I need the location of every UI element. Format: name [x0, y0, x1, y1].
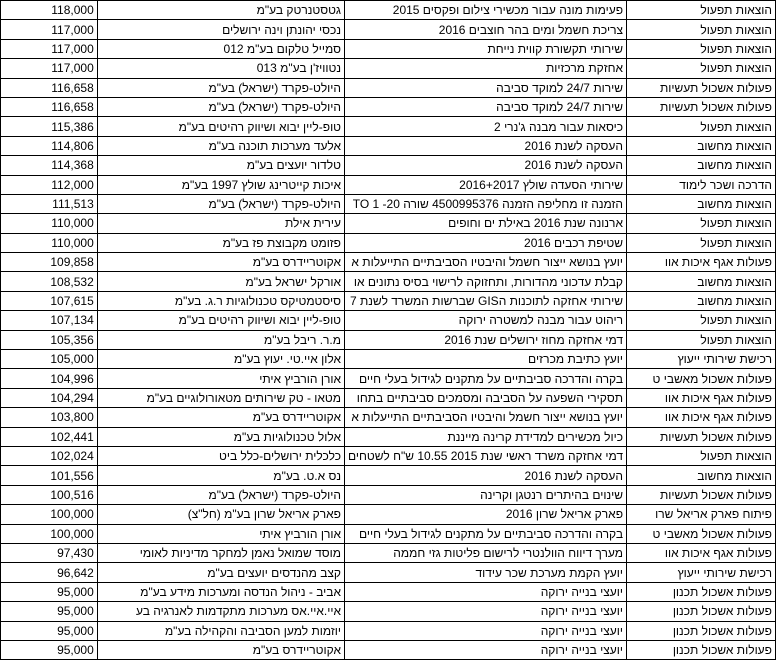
table-row — [1, 505, 776, 524]
amount-cell[interactable]: 117,000 — [1, 20, 98, 39]
vendor-cell[interactable]: סיסטמטיקס טכנולוגיות ר.ג. בע"מ — [97, 291, 344, 310]
category-cell[interactable]: הוצאות מחשוב — [627, 272, 776, 291]
category-cell[interactable]: רכישת שירותי ייעוץ — [627, 563, 776, 582]
amount-cell[interactable]: 114,368 — [1, 156, 98, 175]
vendor-cell[interactable]: איי.איי.אס מערכות מתקדמות לאנרגיה בע — [97, 602, 344, 621]
amount-cell[interactable]: 107,615 — [1, 291, 98, 310]
amount-cell[interactable]: 100,516 — [1, 485, 98, 504]
amount-cell[interactable]: 111,513 — [1, 194, 98, 213]
table-row — [1, 175, 776, 194]
description-cell[interactable]: העסקה לשנת 2016 — [345, 466, 627, 485]
description-cell[interactable]: העסקה לשנת 2016 — [345, 156, 627, 175]
category-cell[interactable]: הוצאות תפעול — [627, 20, 776, 39]
description-cell[interactable]: יועץ בנושא ייצור חשמל והיבטיו הסביבתיים התייעלות א — [345, 253, 627, 272]
vendor-cell[interactable]: אלעד מערכות תוכנה בע"מ — [97, 136, 344, 155]
table-row — [1, 253, 776, 272]
description-cell[interactable]: יועצי בנייה ירוקה — [345, 621, 627, 640]
category-cell[interactable]: רכישת שירותי ייעוץ — [627, 350, 776, 369]
category-cell[interactable]: הוצאות מחשוב — [627, 466, 776, 485]
amount-cell[interactable]: 102,441 — [1, 427, 98, 446]
amount-cell[interactable]: 108,532 — [1, 272, 98, 291]
vendor-cell[interactable]: מטאו - טק שירותים מטאורולוגיים בע"מ — [97, 388, 344, 407]
description-cell[interactable]: אחזקת מרכזיות — [345, 59, 627, 78]
table-row — [1, 427, 776, 446]
table-row — [1, 350, 776, 369]
vendor-cell[interactable]: איכות קייטרינג שולץ 1997 בע"מ — [97, 175, 344, 194]
category-cell[interactable]: הוצאות מחשוב — [627, 291, 776, 310]
vendor-cell[interactable]: כלכלית ירושלים-כלל ביט — [97, 446, 344, 465]
description-cell[interactable]: בקרה והדרכה סביבתיים על מתקנים לגידול בעלי חיים — [345, 369, 627, 388]
category-cell[interactable]: הוצאות מחשוב — [627, 136, 776, 155]
description-cell[interactable]: ארנונה שנת 2016 באילת ים וחופים — [345, 214, 627, 233]
vendor-cell[interactable]: נטוויז'ן בע"מ 013 — [97, 59, 344, 78]
table-row — [1, 20, 776, 39]
description-cell[interactable]: שירותי הסעדה שולץ 2016+2017 — [345, 175, 627, 194]
amount-cell[interactable]: 100,000 — [1, 524, 98, 543]
category-cell[interactable]: פעולות אשכול תעשיות — [627, 427, 776, 446]
amount-cell[interactable]: 95,000 — [1, 621, 98, 640]
amount-cell[interactable]: 117,000 — [1, 39, 98, 58]
category-cell[interactable]: פעולות אשכול תכנון — [627, 640, 776, 659]
vendor-cell[interactable]: היולט-פקרד (ישראל) בע"מ — [97, 97, 344, 116]
description-cell[interactable]: צריכת חשמל ומים בהר חוצבים 2016 — [345, 20, 627, 39]
category-cell[interactable]: הוצאות מחשוב — [627, 156, 776, 175]
description-cell[interactable]: יועץ בנושא ייצור חשמל והיבטיו הסביבתיים התייעלות א — [345, 408, 627, 427]
spreadsheet-body — [1, 1, 776, 660]
table-row — [1, 524, 776, 543]
table-row — [1, 233, 776, 252]
table-row — [1, 156, 776, 175]
vendor-cell[interactable]: סמייל טלקום בע"מ 012 — [97, 39, 344, 58]
table-row — [1, 117, 776, 136]
category-cell[interactable]: הוצאות תפעול — [627, 59, 776, 78]
vendor-cell[interactable]: מ.ר. ריבל בע"מ — [97, 330, 344, 349]
amount-cell[interactable]: 110,000 — [1, 233, 98, 252]
description-cell[interactable]: יועצי בנייה ירוקה — [345, 602, 627, 621]
amount-cell[interactable]: 112,000 — [1, 175, 98, 194]
description-cell[interactable]: ריהוט עבור מבנה למשטרה ירוקה — [345, 311, 627, 330]
vendor-cell[interactable]: פזומט מקבוצת פז בע"מ — [97, 233, 344, 252]
amount-cell[interactable]: 105,000 — [1, 350, 98, 369]
description-cell[interactable]: פארק אריאל שרון 2016 — [345, 505, 627, 524]
amount-cell[interactable]: 114,806 — [1, 136, 98, 155]
amount-cell[interactable]: 101,556 — [1, 466, 98, 485]
vendor-cell[interactable]: אורן הורביץ איתי — [97, 369, 344, 388]
vendor-cell[interactable]: נכסי יהונתן וינה ירושלים — [97, 20, 344, 39]
vendor-cell[interactable]: גטסטנרטק בע"מ — [97, 1, 344, 20]
vendor-cell[interactable]: טלדור יועצים בע"מ — [97, 156, 344, 175]
category-cell[interactable]: פעולות אשכול תכנון — [627, 621, 776, 640]
vendor-cell[interactable]: אקוטריידרס בע"מ — [97, 408, 344, 427]
table-row — [1, 97, 776, 116]
category-cell[interactable]: פעולות אשכול תעשיות — [627, 78, 776, 97]
table-row — [1, 621, 776, 640]
category-cell[interactable]: הוצאות תפעול — [627, 214, 776, 233]
amount-cell[interactable]: 110,000 — [1, 214, 98, 233]
table-row — [1, 136, 776, 155]
vendor-cell[interactable]: אקוטריידרס בע"מ — [97, 253, 344, 272]
category-cell[interactable]: הוצאות תפעול — [627, 39, 776, 58]
description-cell[interactable]: יועצי בנייה ירוקה — [345, 582, 627, 601]
table-row — [1, 543, 776, 562]
amount-cell[interactable]: 95,000 — [1, 640, 98, 659]
description-cell[interactable]: מערך דיווח הוולנטרי לרישום פליטות גזי חממה — [345, 543, 627, 562]
vendor-cell[interactable]: אלון איי.טי. יעוץ בע"מ — [97, 350, 344, 369]
description-cell[interactable]: הזמנה זו מחליפה הזמנה 4500995376 שורה 20- 1 TO — [345, 194, 627, 213]
table-row — [1, 446, 776, 465]
description-cell[interactable]: פעימות מונה עבור מכשירי צילום ופקסים 2015 — [345, 1, 627, 20]
table-row — [1, 194, 776, 213]
description-cell[interactable]: יועץ הקמת מערכת שכר עידוד — [345, 563, 627, 582]
description-cell[interactable]: שירותי אחזקה לתוכנות הGIS שברשות המשרד לשנת 7 — [345, 291, 627, 310]
vendor-cell[interactable]: היולט-פקרד (ישראל) בע"מ — [97, 78, 344, 97]
description-cell[interactable]: יועץ כתיבת מכרזים — [345, 350, 627, 369]
table-row — [1, 291, 776, 310]
category-cell[interactable]: פעולות אשכול תכנון — [627, 582, 776, 601]
description-cell[interactable]: דמי אחזקה משרד ראשי שנת 2015 10.55 ש"ח לשטחים — [345, 446, 627, 465]
table-row — [1, 78, 776, 97]
table-row — [1, 330, 776, 349]
table-row — [1, 485, 776, 504]
table-row — [1, 214, 776, 233]
category-cell[interactable]: הוצאות תפעול — [627, 233, 776, 252]
category-cell[interactable]: פעולות אגף איכות אוו — [627, 408, 776, 427]
description-cell[interactable]: שירותי תקשורת קווית נייחת — [345, 39, 627, 58]
amount-cell[interactable]: 95,000 — [1, 582, 98, 601]
category-cell[interactable]: הוצאות תפעול — [627, 311, 776, 330]
vendor-cell[interactable]: אביב - ניהול הנדסה ומערכות מידע בע"מ — [97, 582, 344, 601]
amount-cell[interactable]: 97,430 — [1, 543, 98, 562]
category-cell[interactable]: פעולות אשכול תכנון — [627, 602, 776, 621]
description-cell[interactable]: דמי אחזקה מחוז ירושלים שנת 2016 — [345, 330, 627, 349]
amount-cell[interactable]: 116,658 — [1, 78, 98, 97]
vendor-cell[interactable]: אקוטריידרס בע"מ — [97, 640, 344, 659]
amount-cell[interactable]: 95,000 — [1, 602, 98, 621]
description-cell[interactable]: שירות 24/7 למוקד סביבה — [345, 78, 627, 97]
table-row — [1, 272, 776, 291]
amount-cell[interactable]: 103,800 — [1, 408, 98, 427]
category-cell[interactable]: הוצאות מחשוב — [627, 194, 776, 213]
amount-cell[interactable]: 104,996 — [1, 369, 98, 388]
category-cell[interactable]: הדרכה ושכר לימוד — [627, 175, 776, 194]
description-cell[interactable]: העסקה לשנת 2016 — [345, 136, 627, 155]
vendor-cell[interactable]: היולט-פקרד (ישראל) בע"מ — [97, 194, 344, 213]
category-cell[interactable]: הוצאות תפעול — [627, 117, 776, 136]
table-row — [1, 466, 776, 485]
table-row — [1, 39, 776, 58]
vendor-cell[interactable]: יוזמות למען הסביבה והקהילה בע"מ — [97, 621, 344, 640]
description-cell[interactable]: כיול מכשירים למדידת קרינה מייננת — [345, 427, 627, 446]
vendor-cell[interactable]: טופ-ליין יבוא ושיווק רהיטים בע"מ — [97, 311, 344, 330]
table-row — [1, 369, 776, 388]
vendor-cell[interactable]: טופ-ליין יבוא ושיווק רהיטים בע"מ — [97, 117, 344, 136]
category-cell[interactable]: פעולות אשכול מאשבי ט — [627, 524, 776, 543]
description-cell[interactable]: שירות 24/7 למוקד סביבה — [345, 97, 627, 116]
amount-cell[interactable]: 100,000 — [1, 505, 98, 524]
vendor-cell[interactable]: אלול טכנולוגיות בע"מ — [97, 427, 344, 446]
description-cell[interactable]: תסקירי השפעה על הסביבה ומסמכים סביבתיים בתחו — [345, 388, 627, 407]
description-cell[interactable]: כיסאות עבור מבנה ג'נרי 2 — [345, 117, 627, 136]
amount-cell[interactable]: 118,000 — [1, 1, 98, 20]
category-cell[interactable]: פיתוח פארק אריאל שרו — [627, 505, 776, 524]
vendor-cell[interactable]: מוסד שמואל נאמן למחקר מדיניות לאומי — [97, 543, 344, 562]
table-row — [1, 563, 776, 582]
amount-cell[interactable]: 102,024 — [1, 446, 98, 465]
amount-cell[interactable]: 116,658 — [1, 97, 98, 116]
category-cell[interactable]: פעולות אשכול תעשיות — [627, 97, 776, 116]
category-cell[interactable]: פעולות אגף איכות אוו — [627, 253, 776, 272]
table-row — [1, 582, 776, 601]
category-cell[interactable]: פעולות אשכול מאשבי ט — [627, 369, 776, 388]
table-row — [1, 640, 776, 659]
vendor-cell[interactable]: עירית אילת — [97, 214, 344, 233]
table-row — [1, 311, 776, 330]
vendor-cell[interactable]: קצב מהנדסים יועצים בע"מ — [97, 563, 344, 582]
vendor-cell[interactable]: היולט-פקרד (ישראל) בע"מ — [97, 485, 344, 504]
description-cell[interactable]: יועצי בנייה ירוקה — [345, 640, 627, 659]
table-row — [1, 388, 776, 407]
category-cell[interactable]: פעולות אשכול תעשיות — [627, 485, 776, 504]
table-row — [1, 1, 776, 20]
amount-cell[interactable]: 107,134 — [1, 311, 98, 330]
category-cell[interactable]: פעולות אגף איכות אוו — [627, 388, 776, 407]
amount-cell[interactable]: 109,858 — [1, 253, 98, 272]
description-cell[interactable]: בקרה והדרכה סביבתיים על מתקנים לגידול בעלי חיים — [345, 524, 627, 543]
description-cell[interactable]: שטיפת רכבים 2016 — [345, 233, 627, 252]
amount-cell[interactable]: 117,000 — [1, 59, 98, 78]
description-cell[interactable]: שינוים בהיתרים רנטגן וקרינה — [345, 485, 627, 504]
amount-cell[interactable]: 104,294 — [1, 388, 98, 407]
table-row — [1, 602, 776, 621]
description-cell[interactable]: קבלת עדכוני מהדורות, ותחזוקה לרישוי בסיס נתונים או — [345, 272, 627, 291]
vendor-cell[interactable]: אורן הורביץ איתי — [97, 524, 344, 543]
category-cell[interactable]: הוצאות תפעול — [627, 446, 776, 465]
amount-cell[interactable]: 105,356 — [1, 330, 98, 349]
table-row — [1, 408, 776, 427]
category-cell[interactable]: הוצאות תפעול — [627, 1, 776, 20]
category-cell[interactable]: פעולות אגף איכות אוו — [627, 543, 776, 562]
amount-cell[interactable]: 96,642 — [1, 563, 98, 582]
vendor-cell[interactable]: נס א.ט. בע"מ — [97, 466, 344, 485]
table-row — [1, 59, 776, 78]
category-cell[interactable]: הוצאות תפעול — [627, 330, 776, 349]
amount-cell[interactable]: 115,386 — [1, 117, 98, 136]
vendor-cell[interactable]: פארק אריאל שרון בע"מ (חל"צ) — [97, 505, 344, 524]
vendor-cell[interactable]: אורקל ישראל בע"מ — [97, 272, 344, 291]
